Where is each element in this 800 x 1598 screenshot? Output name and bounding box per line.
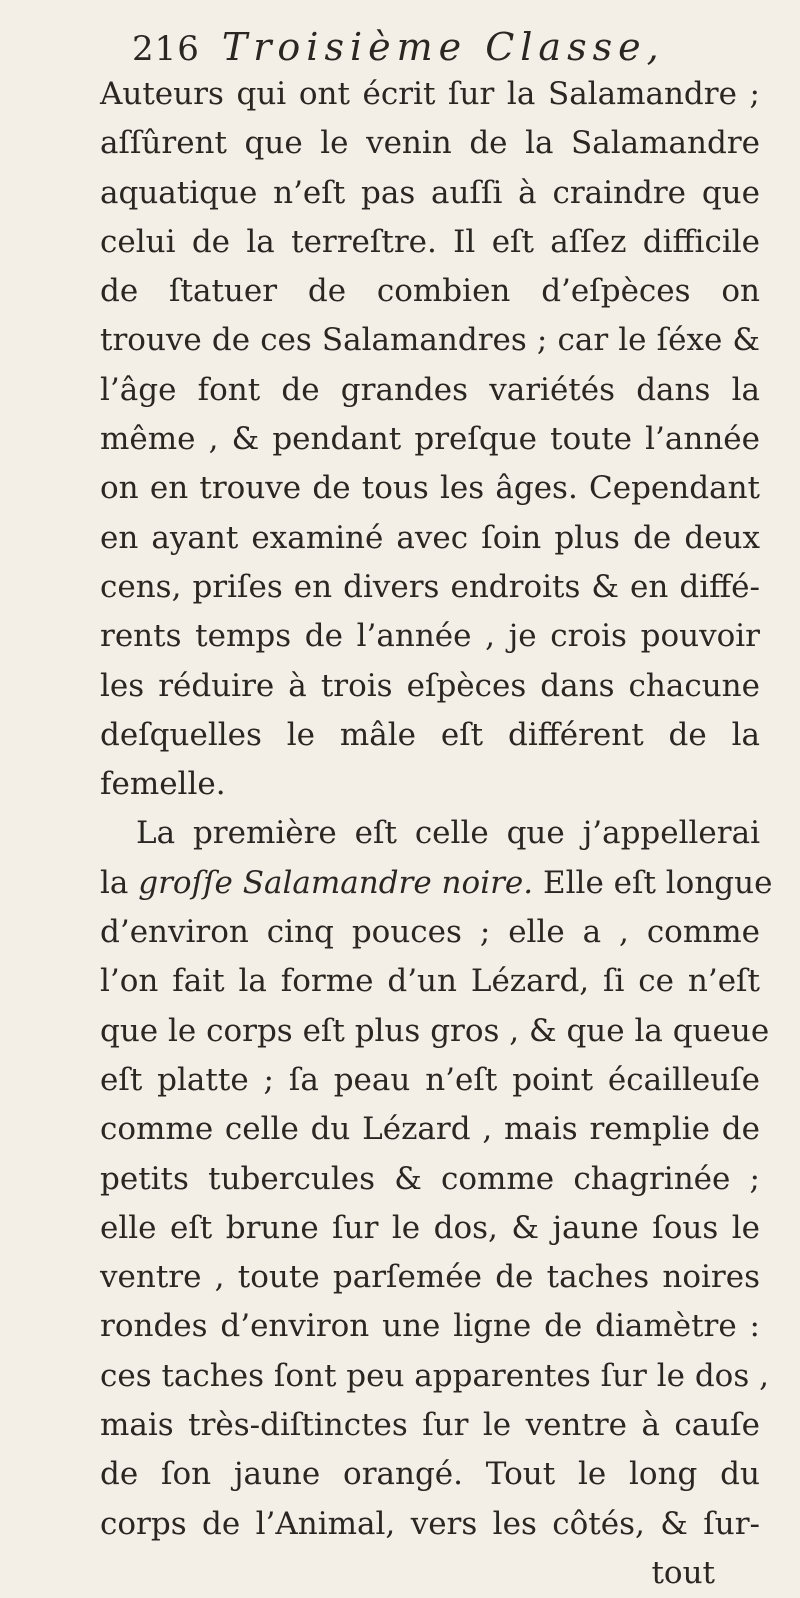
text-line: corps de l’Animal, vers les côtés, & ſur- bbox=[100, 1505, 760, 1542]
text-line: rents temps de l’année , je crois pouvoir bbox=[100, 618, 760, 655]
running-head bbox=[132, 22, 732, 72]
text-line: Auteurs qui ont écrit ſur la Salamandre ; bbox=[100, 76, 760, 112]
text-line: celui de la terreſtre. Il eſt aſſez difficile bbox=[100, 223, 760, 260]
text-line: elle eſt brune ſur le dos, & jaune ſous le bbox=[100, 1209, 760, 1246]
text-line: en ayant examiné avec ſoin plus de deux bbox=[100, 519, 760, 556]
text-line: trouve de ces Salamandres ; car le ſéxe & bbox=[100, 322, 760, 359]
text-line-with-italic bbox=[100, 859, 773, 908]
text-line: eſt platte ; ſa peau n’eſt point écailleuſe bbox=[100, 1061, 760, 1098]
text-line: que le corps eſt plus gros , & que la queue bbox=[100, 1012, 770, 1049]
text-fragment: Elle eſt longue bbox=[533, 864, 773, 901]
paragraph-start-line: La première eſt celle que j’appellerai bbox=[136, 815, 760, 852]
text-line: mais très-diſtinctes ſur le ventre à cauſe bbox=[100, 1407, 760, 1444]
text-line: de ſon jaune orangé. Tout le long du bbox=[100, 1456, 760, 1493]
text-line: de ſtatuer de combien d’eſpèces on bbox=[100, 273, 760, 310]
text-line: d’environ cinq pouces ; elle a , comme bbox=[100, 914, 760, 951]
text-line: ces taches ſont peu apparentes ſur le dos , bbox=[100, 1357, 769, 1394]
text-line: comme celle du Lézard , mais remplie de bbox=[100, 1111, 760, 1148]
text-line: on en trouve de tous les âges. Cependant bbox=[100, 470, 760, 507]
running-title: Troisième Classe, bbox=[221, 25, 665, 69]
page-number: 216 bbox=[132, 29, 200, 69]
species-name-italic: groſſe Salamandre noire. bbox=[138, 864, 534, 901]
text-line: aſſûrent que le venin de la Salamandre bbox=[100, 125, 760, 162]
text-line: cens, priſes en divers endroits & en diffé- bbox=[100, 568, 760, 605]
text-fragment: la bbox=[100, 864, 139, 901]
text-line: rondes d’environ une ligne de diamètre : bbox=[100, 1308, 760, 1345]
text-line: même , & pendant preſque toute l’année bbox=[100, 421, 760, 458]
text-line: l’âge font de grandes variétés dans la bbox=[100, 371, 760, 408]
catchword: tout bbox=[651, 1554, 715, 1591]
text-line: deſquelles le mâle eſt différent de la bbox=[100, 716, 760, 753]
text-line: aquatique n’eſt pas auſſi à craindre que bbox=[100, 174, 760, 211]
text-line: petits tubercules & comme chagrinée ; bbox=[100, 1160, 760, 1197]
paragraph-end-line: femelle. bbox=[100, 766, 226, 803]
text-line: ventre , toute parſemée de taches noires bbox=[100, 1259, 760, 1296]
body-text bbox=[100, 70, 773, 1598]
text-line: les réduire à trois eſpèces dans chacune bbox=[100, 667, 760, 704]
text-line: l’on fait la forme d’un Lézard, ſi ce n’eſt bbox=[100, 963, 760, 1000]
